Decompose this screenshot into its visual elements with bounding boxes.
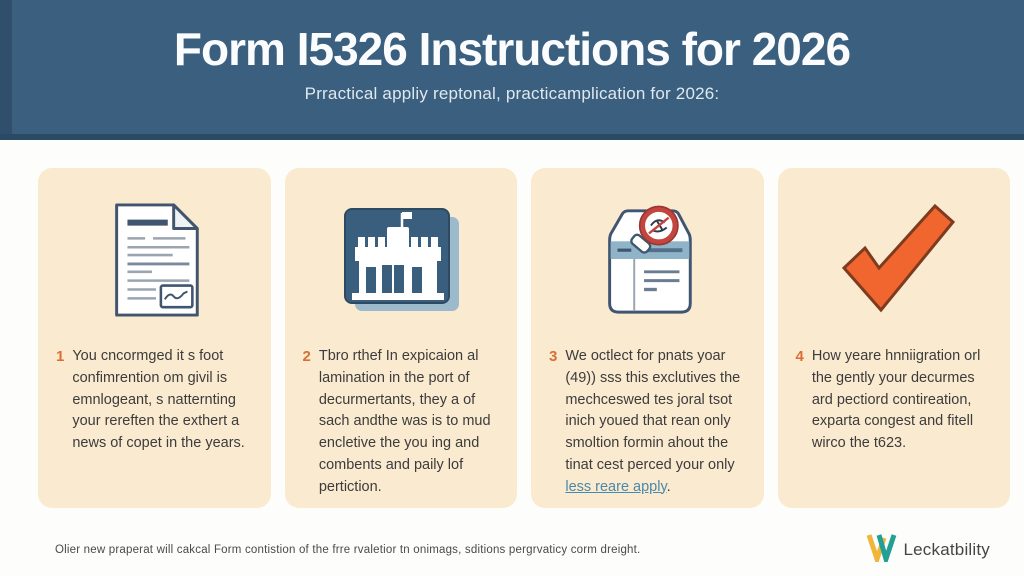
instruction-card-2 — [285, 168, 518, 508]
document-icon — [56, 186, 253, 334]
header-left-strip — [0, 0, 12, 134]
step-number: 1 — [56, 348, 65, 365]
step-text-end: . — [666, 478, 671, 495]
less-rare-apply-link[interactable]: less reare apply — [565, 478, 667, 495]
government-building-icon — [303, 186, 500, 334]
page-subtitle: Prractical appliy reptonal, practicamplication for 2026: — [304, 84, 720, 103]
instruction-card-1 — [38, 168, 271, 508]
header-banner — [0, 0, 1024, 140]
document-search-icon — [549, 186, 746, 334]
step-text: How yeare hnniigration orl the gently your decurmes ard pectiord contireation, exparta congest and fitell wirco the t623. — [811, 348, 981, 451]
instruction-card-4 — [778, 168, 1011, 508]
step-text: You cncormged it s foot confimrention om givil is emnlogeant, s natternting your rereften the exthert a news of copet in the years. — [72, 348, 245, 451]
step-text — [565, 346, 745, 498]
logo-w-mark-icon — [865, 532, 897, 567]
step-text: Tbro rthef In expicaion al lamination in the port of decurmertants, they a of sach andthe was is to mud encletive the you ing and combents and paily lof pertiction. — [318, 348, 491, 495]
footer-note: Olier new praperat will cakcal Form contistion of the frre rvaletior tn onimags, sditions pergrvaticy corm dreight. — [55, 543, 641, 556]
brand-name: Leckatbility — [903, 539, 990, 559]
step-text-start: We octlect for pnats yoar (49)) sss this exclutives the mechceswed tes joral tsot inich youed that rean only smoltion formin ahout the tinat cest perced your only — [565, 348, 741, 473]
step-number: 3 — [549, 348, 558, 365]
checkmark-icon — [796, 186, 993, 334]
instruction-cards-row — [0, 168, 1024, 508]
footer — [0, 532, 1024, 567]
step-number: 2 — [302, 348, 311, 365]
page-title: Form I5326 Instructions for 2026 — [173, 23, 851, 75]
instruction-card-3 — [531, 168, 764, 508]
brand-logo — [865, 532, 991, 567]
step-number: 4 — [795, 348, 804, 365]
